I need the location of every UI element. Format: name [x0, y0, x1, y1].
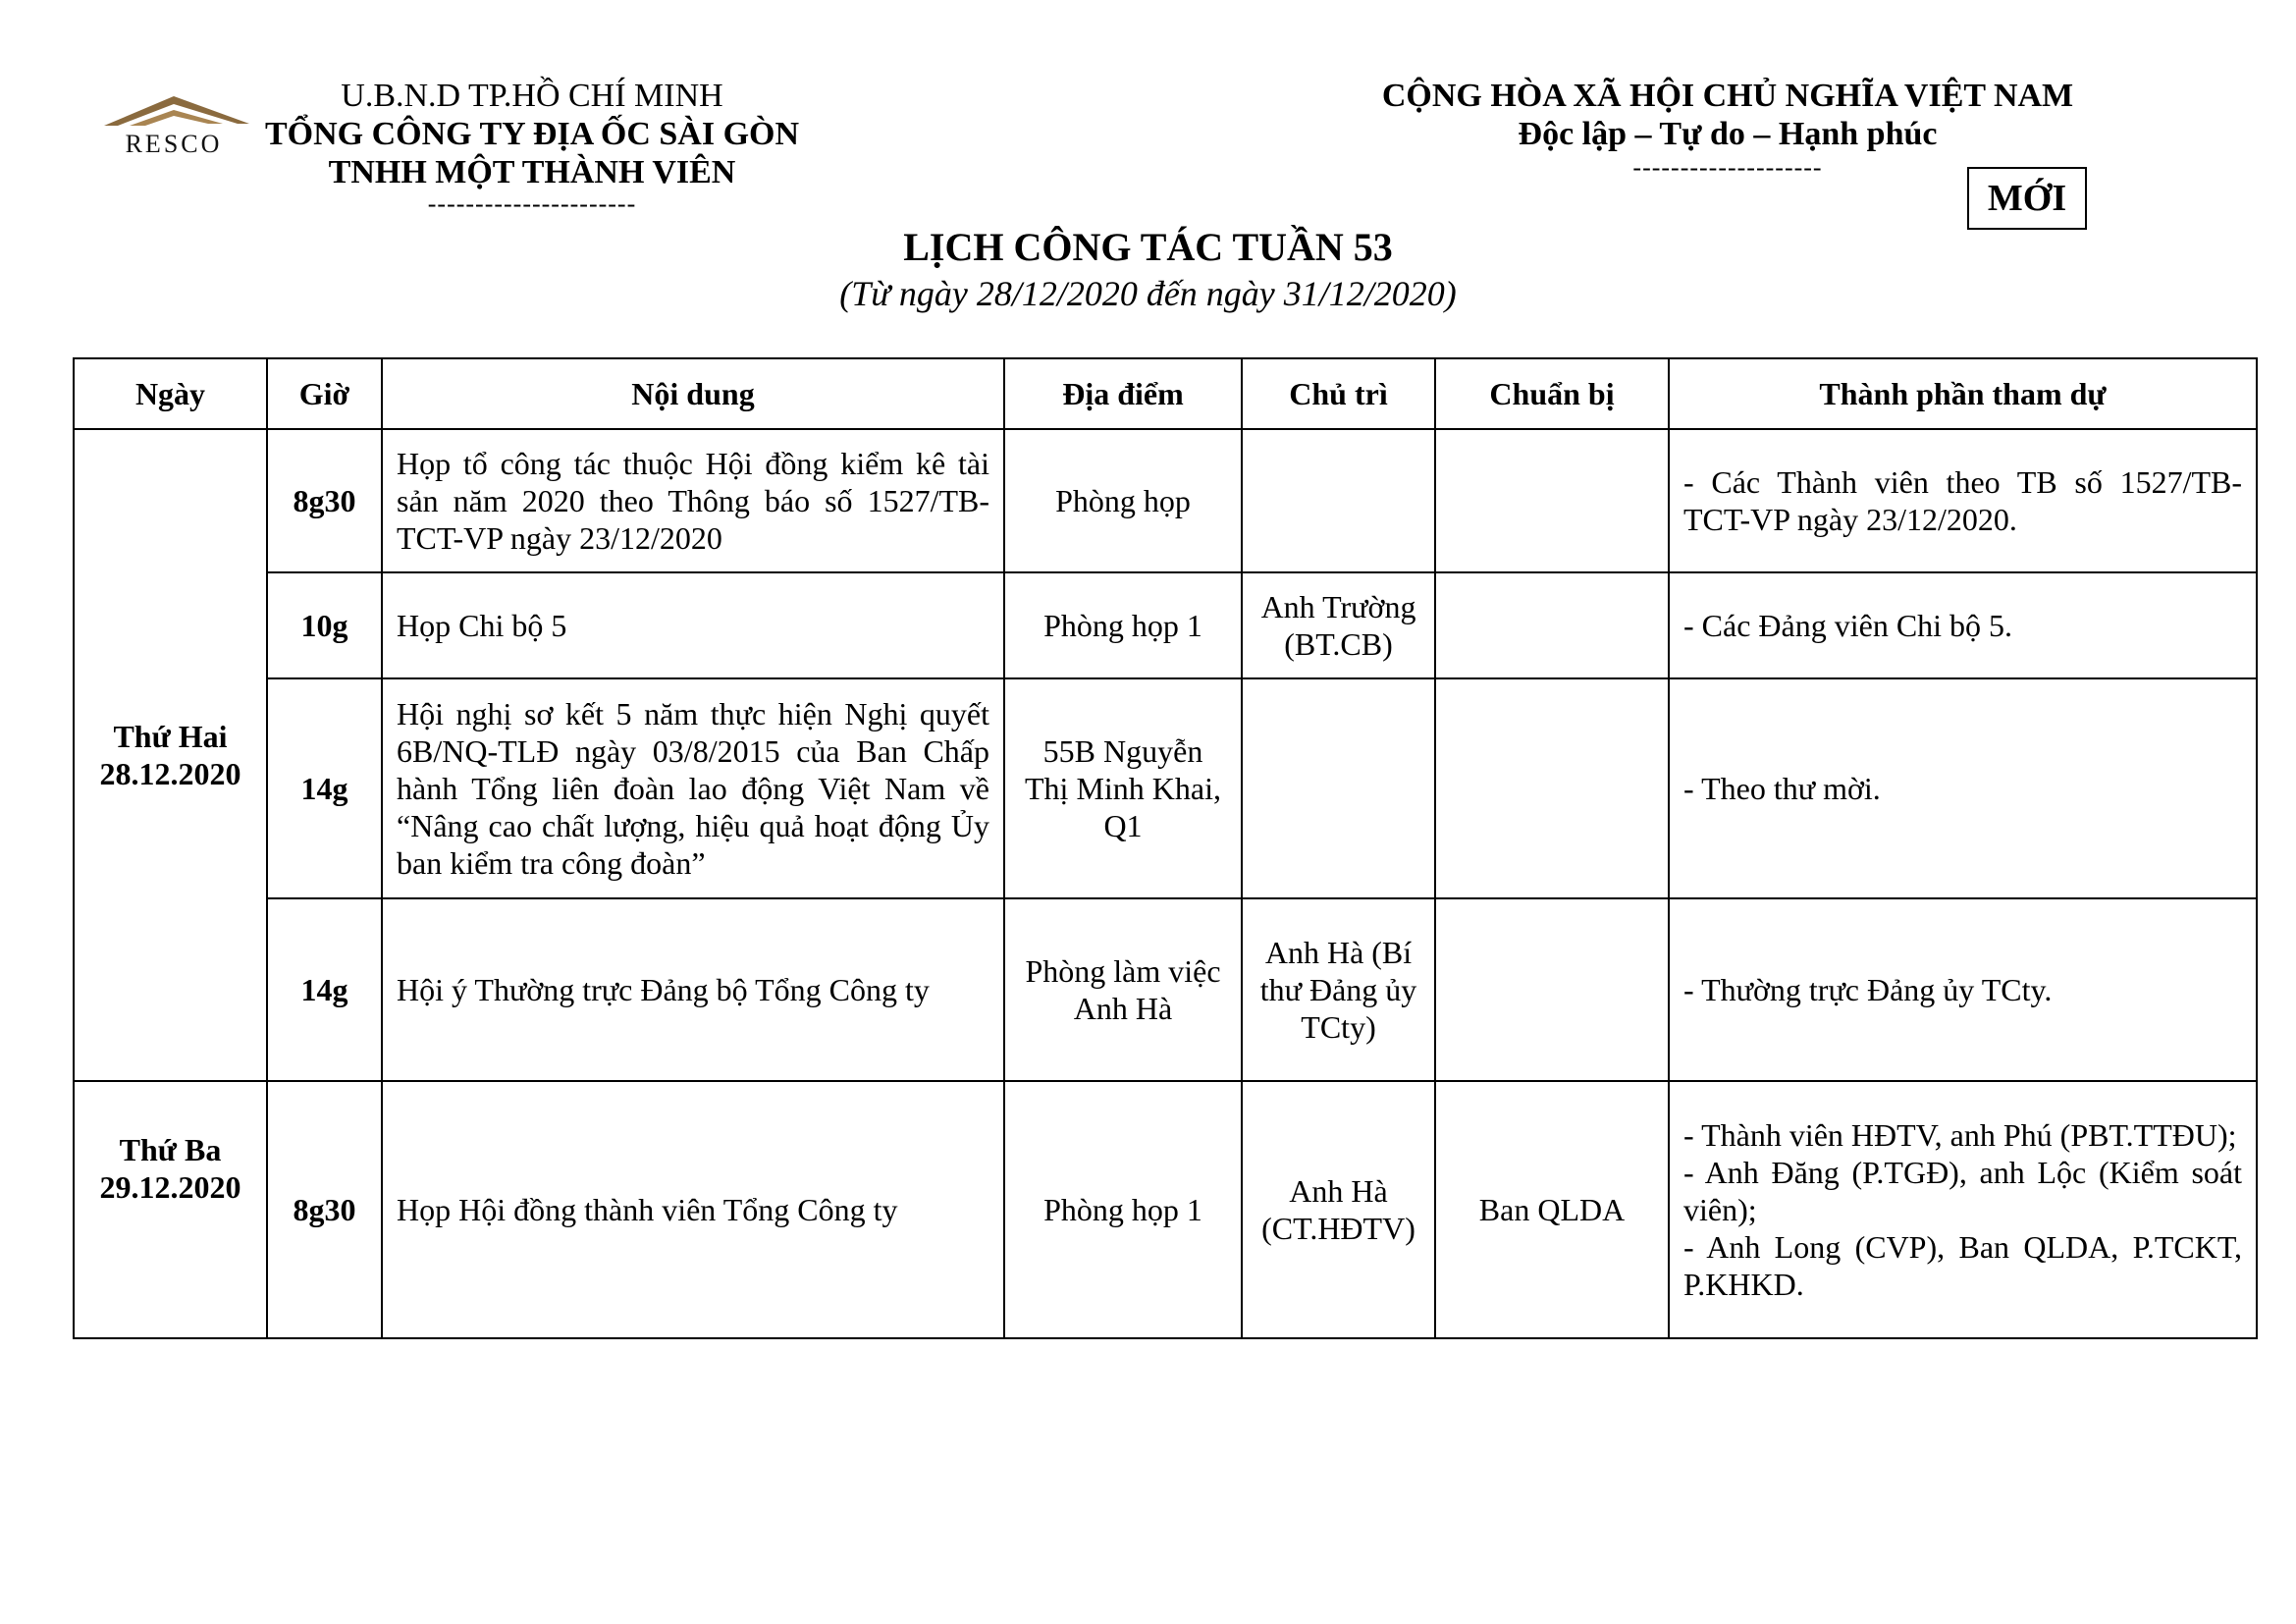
prepare-cell	[1435, 572, 1669, 678]
resco-logo	[90, 90, 257, 159]
chair-cell: Anh Hà (Bí thư Đảng ủy TCty)	[1242, 898, 1435, 1081]
column-header-chair: Chủ trì	[1242, 358, 1435, 429]
day-name: Thứ Hai	[113, 719, 228, 754]
attendee-line: - Các Đảng viên Chi bộ 5.	[1683, 608, 2013, 643]
table-row	[74, 1081, 2257, 1338]
attendee-line: - Theo thư mời.	[1683, 771, 1881, 806]
location-cell: Phòng họp 1	[1004, 572, 1242, 678]
attendee-line: - Anh Đăng (P.TGĐ), anh Lộc (Kiểm soát viên);	[1683, 1155, 2242, 1227]
table-row	[74, 898, 2257, 1081]
time-cell: 14g	[267, 678, 382, 898]
location-cell: 55B Nguyễn Thị Minh Khai, Q1	[1004, 678, 1242, 898]
column-header-location: Địa điểm	[1004, 358, 1242, 429]
national-motto: Độc lập – Tự do – Hạnh phúc	[1518, 116, 1938, 152]
content-cell: Hội ý Thường trực Đảng bộ Tổng Công ty	[382, 898, 1004, 1081]
column-header-day: Ngày	[74, 358, 267, 429]
national-title: CỘNG HÒA XÃ HỘI CHỦ NGHĨA VIỆT NAM	[1381, 78, 2074, 114]
roof-icon	[90, 90, 257, 134]
chair-cell: Anh Hà (CT.HĐTV)	[1242, 1081, 1435, 1338]
content-cell: Họp Hội đồng thành viên Tổng Công ty	[382, 1081, 1004, 1338]
org-line-1: U.B.N.D TP.HỒ CHÍ MINH	[341, 78, 723, 114]
table-row	[74, 678, 2257, 898]
time-cell: 10g	[267, 572, 382, 678]
chair-cell: Anh Trường (BT.CB)	[1242, 572, 1435, 678]
attendee-line: - Thường trực Đảng ủy TCty.	[1683, 972, 2053, 1007]
attendees-cell	[1669, 429, 2257, 572]
content-cell: Họp tổ công tác thuộc Hội đồng kiểm kê tài sản năm 2020 theo Thông báo số 1527/TB-TCT-VP ngày 23/12/2020	[382, 429, 1004, 572]
chair-cell	[1242, 429, 1435, 572]
attendee-line: - Thành viên HĐTV, anh Phú (PBT.TTĐU);	[1683, 1117, 2237, 1153]
location-cell: Phòng họp 1	[1004, 1081, 1242, 1338]
attendees-cell	[1669, 572, 2257, 678]
organization-header	[257, 77, 807, 217]
column-header-time: Giờ	[267, 358, 382, 429]
content-cell: Hội nghị sơ kết 5 năm thực hiện Nghị quyết 6B/NQ-TLĐ ngày 03/8/2015 của Ban Chấp hành Tổng liên đoàn lao động Việt Nam về “Nâng cao chất lượng, hiệu quả hoạt động Ủy ban kiểm tra công đoàn”	[382, 678, 1004, 898]
table-row	[74, 572, 2257, 678]
table-header-row	[74, 358, 2257, 429]
day-date: 29.12.2020	[99, 1169, 241, 1205]
prepare-cell	[1435, 898, 1669, 1081]
attendees-cell	[1669, 898, 2257, 1081]
time-cell: 8g30	[267, 429, 382, 572]
org-divider: ----------------------	[427, 189, 637, 218]
attendees-cell	[1669, 1081, 2257, 1338]
day-cell	[74, 1081, 267, 1338]
column-header-attendees: Thành phần tham dự	[1669, 358, 2257, 429]
time-cell: 14g	[267, 898, 382, 1081]
time-cell: 8g30	[267, 1081, 382, 1338]
prepare-cell	[1435, 429, 1669, 572]
location-cell: Phòng làm việc Anh Hà	[1004, 898, 1242, 1081]
prepare-cell: Ban QLDA	[1435, 1081, 1669, 1338]
new-badge: MỚI	[1967, 167, 2087, 230]
org-line-3: TNHH MỘT THÀNH VIÊN	[328, 154, 736, 190]
chair-cell	[1242, 678, 1435, 898]
logo-text: RESCO	[125, 130, 223, 158]
content-cell: Họp Chi bộ 5	[382, 572, 1004, 678]
page-title: LỊCH CÔNG TÁC TUẦN 53	[903, 225, 1393, 269]
schedule-table	[73, 357, 2258, 1339]
national-divider: --------------------	[1632, 153, 1823, 182]
day-date: 28.12.2020	[99, 756, 241, 791]
page-subtitle: (Từ ngày 28/12/2020 đến ngày 31/12/2020)	[839, 274, 1457, 313]
attendee-line: - Anh Long (CVP), Ban QLDA, P.TCKT, P.KHKD.	[1683, 1229, 2242, 1302]
table-row	[74, 429, 2257, 572]
column-header-prepare: Chuẩn bị	[1435, 358, 1669, 429]
attendee-line: - Các Thành viên theo TB số 1527/TB-TCT-VP ngày 23/12/2020.	[1683, 464, 2242, 537]
day-name: Thứ Ba	[119, 1132, 222, 1167]
location-cell: Phòng họp	[1004, 429, 1242, 572]
org-line-2: TỔNG CÔNG TY ĐỊA ỐC SÀI GÒN	[264, 116, 800, 152]
prepare-cell	[1435, 678, 1669, 898]
day-cell	[74, 429, 267, 1081]
attendees-cell	[1669, 678, 2257, 898]
column-header-content: Nội dung	[382, 358, 1004, 429]
